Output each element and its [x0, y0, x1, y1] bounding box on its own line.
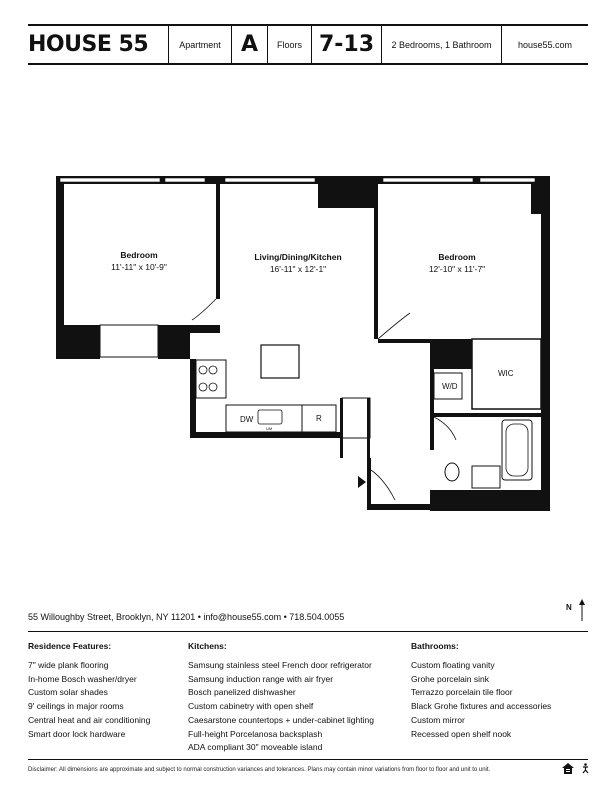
wall-hall-right: [367, 398, 370, 458]
toilet-icon: [445, 463, 459, 481]
list-item: Samsung stainless steel French door refrigerator: [188, 660, 372, 670]
bedroom1-name: Bedroom: [120, 250, 158, 260]
list-item: Custom solar shades: [28, 687, 108, 698]
sink-label: UM: [266, 426, 273, 431]
window: [480, 178, 535, 182]
door-arc: [371, 470, 395, 500]
window: [60, 178, 160, 182]
bathrooms-title: Bathrooms:: [411, 641, 459, 651]
door-arc: [192, 299, 216, 320]
bedroom1-dims: 11'-11" x 10'-9": [111, 262, 167, 272]
wall-entry-bottom: [367, 504, 437, 510]
column-center: [318, 184, 376, 208]
door-arc: [434, 417, 456, 440]
list-item: Grohe porcelain sink: [411, 673, 489, 684]
entry-arrow-icon: [358, 476, 366, 488]
floors-label-cell: [267, 26, 311, 63]
window: [383, 178, 473, 182]
wall-kitchen-left: [190, 359, 196, 437]
layout-text: 2 Bedrooms, 1 Bathroom: [391, 39, 492, 50]
list-item: ADA compliant 30" moveable island: [188, 742, 323, 753]
bedroom2-dims: 12'-10" x 11'-7": [428, 264, 486, 274]
disclaimer: Disclaimer: All dimensions are approximate and subject to normal construction variances and tolerances. Plans may contain minor variations from floor to floor and unit to unit.: [28, 767, 491, 773]
range: [196, 360, 226, 398]
list-item: 7" wide plank flooring: [28, 660, 109, 670]
wall-bedroom2-bottom: [378, 339, 432, 343]
door-arc: [378, 313, 410, 339]
fridge-label: R: [316, 414, 322, 423]
north-arrow-icon: [577, 599, 587, 621]
list-item: Black Grohe fixtures and accessories: [411, 701, 552, 712]
website-link[interactable]: house55.com: [517, 39, 573, 50]
list-item: In-home Bosch washer/dryer: [28, 673, 137, 684]
residence-features: [28, 641, 188, 743]
wd-label: W/D: [442, 382, 458, 391]
list-item: Recessed open shelf nook: [411, 728, 512, 739]
layout-cell: [381, 26, 501, 63]
vanity: [472, 466, 500, 488]
apartment-value-cell: [231, 26, 267, 63]
residence-title: Residence Features:: [28, 641, 112, 651]
wall-hall-left: [340, 398, 343, 458]
apartment-label-cell: [168, 26, 231, 63]
wall-bath-left: [430, 417, 434, 450]
living-name: Living/Dining/Kitchen: [254, 252, 342, 262]
divider: [28, 631, 588, 632]
logo: HOUSE 55: [28, 32, 149, 57]
living-dims: 16'-11" x 12'-1": [269, 264, 327, 274]
address-line: 55 Willoughby Street, Brooklyn, NY 11201 • info@house55.com • 718.504.0055: [28, 612, 345, 622]
wall-bedroom1-bottom: [56, 325, 100, 359]
list-item: Full-height Porcelanosa backsplash: [188, 728, 323, 739]
list-item: Caesarstone countertops + under-cabinet lighting: [188, 714, 374, 725]
wall-right: [541, 184, 550, 511]
dishwasher-label: DW: [240, 415, 254, 424]
north-label: N: [566, 603, 572, 612]
apartment-label: Apartment: [179, 39, 221, 50]
wall-entry-left: [367, 458, 371, 508]
header-bar: [28, 24, 588, 65]
wall-kitchen-bottom: [190, 432, 340, 438]
list-item: Samsung induction range with air fryer: [188, 673, 334, 684]
list-item: Custom floating vanity: [411, 660, 495, 670]
wall-wd-block: [430, 339, 472, 369]
wall-block-left: [158, 333, 190, 359]
wic-label: WIC: [498, 369, 514, 378]
list-item: 9' ceilings in major rooms: [28, 701, 124, 712]
wall-bedroom1-living: [216, 184, 220, 299]
apartment-value: A: [240, 32, 259, 57]
wall-bedroom1-bottom-right: [158, 325, 220, 333]
wall-living-bedroom2: [374, 184, 378, 339]
kitchen-island: [261, 345, 299, 378]
website-cell[interactable]: [501, 26, 588, 63]
equal-housing-icon: [562, 763, 574, 774]
list-item: Bosch panelized dishwasher: [188, 687, 296, 698]
bedroom2-name: Bedroom: [438, 252, 476, 262]
list-item: Custom mirror: [411, 714, 465, 725]
closet-bedroom1: [100, 325, 158, 357]
floors-label: Floors: [276, 39, 302, 50]
kitchens-title: Kitchens:: [188, 641, 227, 651]
hall-closet: [342, 398, 370, 438]
kitchen-features: [188, 641, 408, 757]
list-item: Smart door lock hardware: [28, 728, 126, 739]
wall-bath-top: [430, 413, 541, 417]
floor-plan: [0, 170, 615, 520]
window: [225, 178, 315, 182]
badges: [562, 763, 591, 774]
wall-wd-left: [430, 369, 434, 415]
logo-cell: [28, 26, 168, 63]
divider: [28, 759, 588, 760]
floors-value-cell: [311, 26, 381, 63]
list-item: Terrazzo porcelain tile floor: [411, 687, 513, 698]
accessibility-icon: [580, 763, 591, 774]
floors-value: 7-13: [318, 32, 375, 57]
window: [165, 178, 205, 182]
list-item: Custom cabinetry with open shelf: [188, 701, 314, 712]
list-item: Central heat and air conditioning: [28, 714, 151, 725]
bathroom-features: [411, 641, 591, 743]
wall-bath-bottom: [430, 490, 550, 511]
